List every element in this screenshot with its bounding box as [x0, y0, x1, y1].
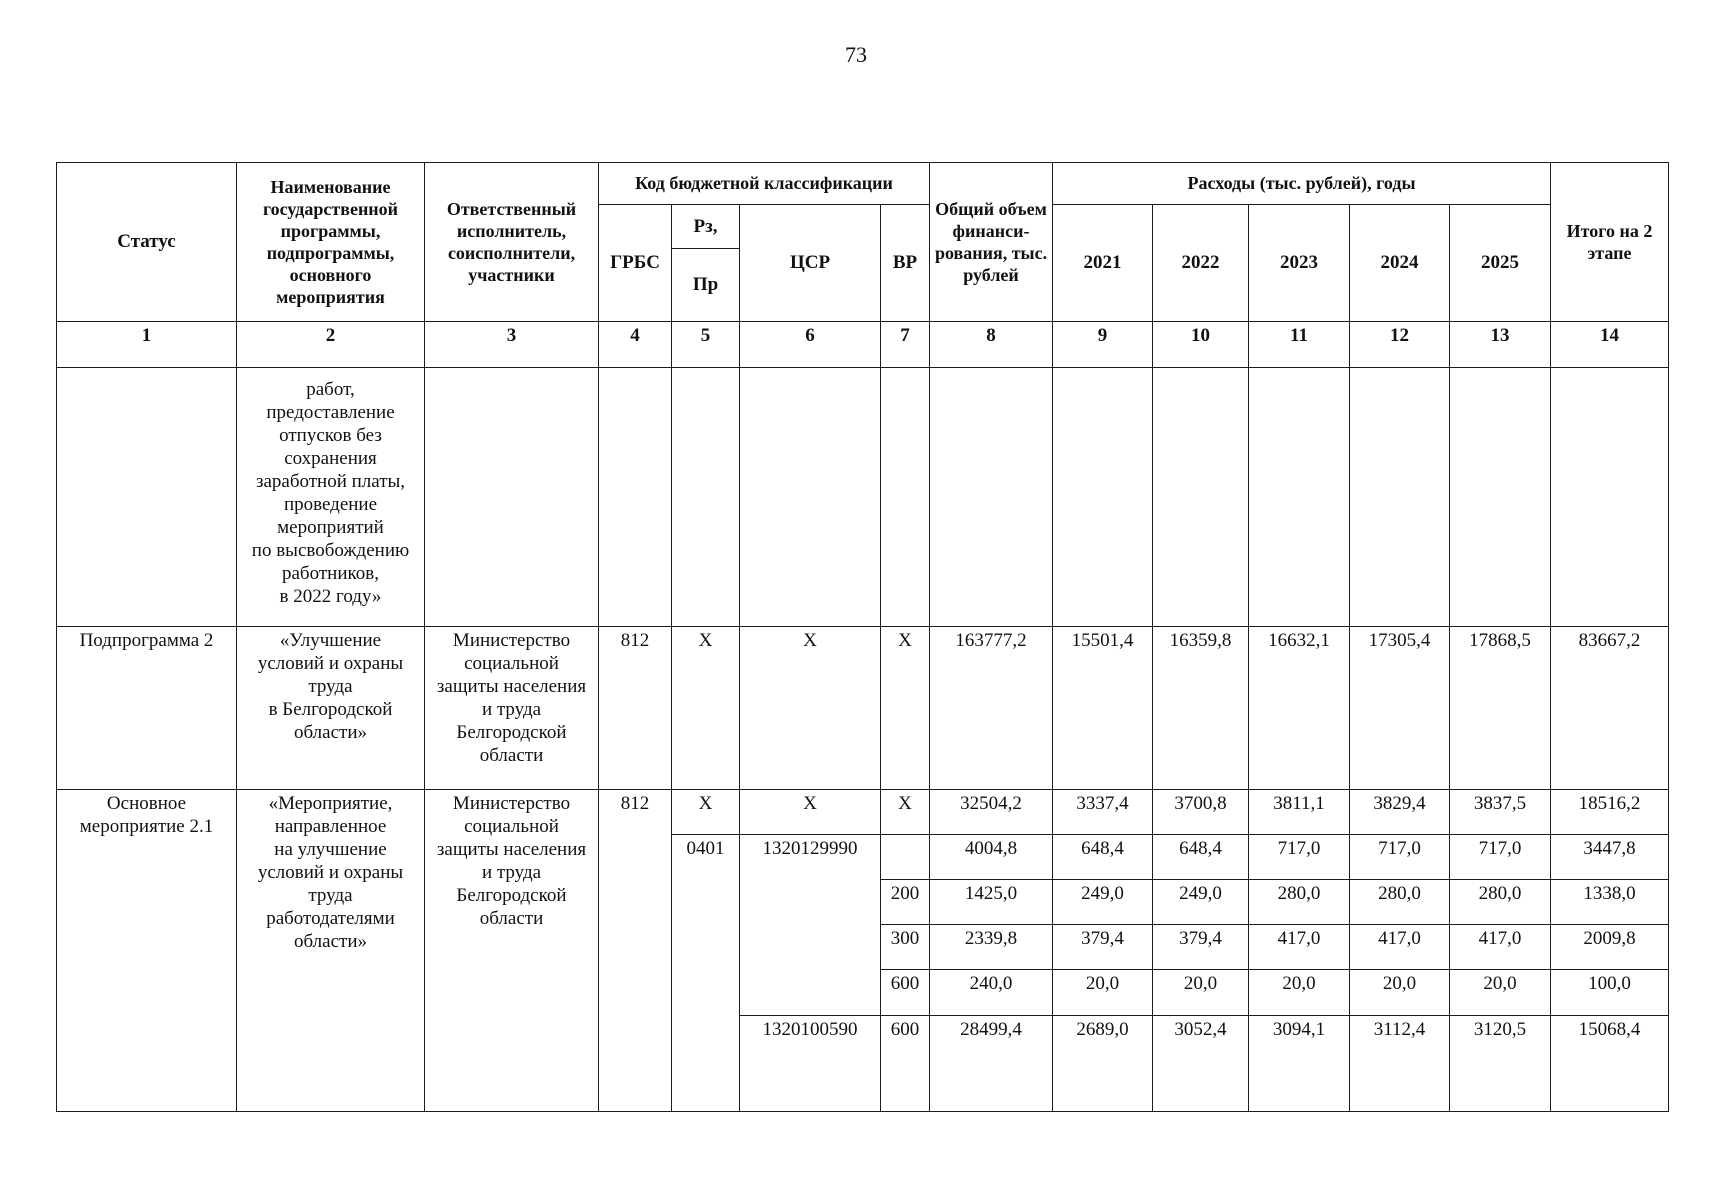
- main21-2021: 3337,4: [1053, 789, 1153, 834]
- main21-2022: 20,0: [1153, 970, 1249, 1015]
- header-2023: 2023: [1249, 205, 1350, 321]
- header-2024: 2024: [1350, 205, 1450, 321]
- column-number: 5: [672, 321, 740, 367]
- sub2-2024: 17305,4: [1350, 626, 1450, 789]
- main21-itogo: 1338,0: [1551, 879, 1669, 924]
- main21-vr: 300: [881, 925, 930, 970]
- main21-total: 4004,8: [930, 834, 1053, 879]
- main21-total: 240,0: [930, 970, 1053, 1015]
- main21-2021: 249,0: [1053, 879, 1153, 924]
- sub2-total: 163777,2: [930, 626, 1053, 789]
- main21-2021: 2689,0: [1053, 1015, 1153, 1111]
- main21-2024: 280,0: [1350, 879, 1450, 924]
- main21-csr: 1320129990: [740, 834, 881, 1015]
- column-number: 9: [1053, 321, 1153, 367]
- main21-2023: 20,0: [1249, 970, 1350, 1015]
- sub2-2025: 17868,5: [1450, 626, 1551, 789]
- main21-2025: 417,0: [1450, 925, 1551, 970]
- main21-2023: 3094,1: [1249, 1015, 1350, 1111]
- main21-vr: 600: [881, 970, 930, 1015]
- header-csr: ЦСР: [740, 205, 881, 321]
- cell-empty: [57, 367, 237, 626]
- main21-csr: X: [740, 789, 881, 834]
- column-number: 4: [599, 321, 672, 367]
- header-expenses: Расходы (тыс. рублей), годы: [1053, 163, 1551, 205]
- cell-empty: [1551, 367, 1669, 626]
- main21-2025: 280,0: [1450, 879, 1551, 924]
- column-number: 14: [1551, 321, 1669, 367]
- main21-vr: X: [881, 789, 930, 834]
- main21-itogo: 15068,4: [1551, 1015, 1669, 1111]
- column-number: 3: [425, 321, 599, 367]
- main21-2022: 249,0: [1153, 879, 1249, 924]
- cell-empty: [672, 367, 740, 626]
- main21-rzpr: 0401: [672, 834, 740, 1111]
- column-number: 8: [930, 321, 1053, 367]
- column-number: 7: [881, 321, 930, 367]
- main21-2023: 417,0: [1249, 925, 1350, 970]
- header-total: Общий объем финанси-рования, тыс. рублей: [930, 163, 1053, 322]
- column-number: 6: [740, 321, 881, 367]
- column-number: 10: [1153, 321, 1249, 367]
- header-2021: 2021: [1053, 205, 1153, 321]
- header-2022: 2022: [1153, 205, 1249, 321]
- sub2-rzpr: X: [672, 626, 740, 789]
- table-row: [57, 626, 1669, 789]
- main21-2024: 20,0: [1350, 970, 1450, 1015]
- header-status: Статус: [57, 163, 237, 322]
- cell-empty: [881, 367, 930, 626]
- main21-2022: 648,4: [1153, 834, 1249, 879]
- main21-itogo: 18516,2: [1551, 789, 1669, 834]
- column-number: 1: [57, 321, 237, 367]
- header-grbs: ГРБС: [599, 205, 672, 321]
- main21-2025: 3120,5: [1450, 1015, 1551, 1111]
- main21-responsible: Министерство социальной защиты населения и труда Белгородской области: [425, 789, 599, 1111]
- header-kbk: Код бюджетной классификации: [599, 163, 930, 205]
- cell-empty: [1249, 367, 1350, 626]
- main21-2025: 3837,5: [1450, 789, 1551, 834]
- main21-2021: 648,4: [1053, 834, 1153, 879]
- column-number: 2: [237, 321, 425, 367]
- main21-name: «Мероприятие, направленное на улучшение условий и охраны труда работодателями области»: [237, 789, 425, 1111]
- main21-grbs: 812: [599, 789, 672, 1111]
- page-number: 73: [845, 42, 867, 67]
- header-responsible: Ответственный исполнитель, соисполнители, участники: [425, 163, 599, 322]
- main21-status: Основное мероприятие 2.1: [57, 789, 237, 1111]
- sub2-status: Подпрограмма 2: [57, 626, 237, 789]
- cell-empty: [1350, 367, 1450, 626]
- main21-2023: 717,0: [1249, 834, 1350, 879]
- main21-2021: 20,0: [1053, 970, 1153, 1015]
- header-vr: ВР: [881, 205, 930, 321]
- header-name: Наименование государственной программы, подпрограммы, основного мероприятия: [237, 163, 425, 322]
- main21-itogo: 100,0: [1551, 970, 1669, 1015]
- main21-2024: 417,0: [1350, 925, 1450, 970]
- header-2025: 2025: [1450, 205, 1551, 321]
- main21-total: 32504,2: [930, 789, 1053, 834]
- cell-empty: [1053, 367, 1153, 626]
- cell-empty: [1153, 367, 1249, 626]
- main21-vr: [881, 834, 930, 879]
- main21-2025: 717,0: [1450, 834, 1551, 879]
- sub2-itogo: 83667,2: [1551, 626, 1669, 789]
- main21-csr: 1320100590: [740, 1015, 881, 1111]
- sub2-vr: X: [881, 626, 930, 789]
- main21-2024: 3112,4: [1350, 1015, 1450, 1111]
- cell-empty: [425, 367, 599, 626]
- cell-empty: [740, 367, 881, 626]
- header-itogo: Итого на 2 этапе: [1551, 163, 1669, 322]
- column-number-row: [57, 321, 1669, 367]
- main21-2023: 3811,1: [1249, 789, 1350, 834]
- main21-vr: 200: [881, 879, 930, 924]
- main21-itogo: 3447,8: [1551, 834, 1669, 879]
- main21-total: 28499,4: [930, 1015, 1053, 1111]
- main21-vr: 600: [881, 1015, 930, 1111]
- main21-2022: 3052,4: [1153, 1015, 1249, 1111]
- cell-empty: [930, 367, 1053, 626]
- sub2-2023: 16632,1: [1249, 626, 1350, 789]
- column-number: 11: [1249, 321, 1350, 367]
- header-rz: Рз,: [672, 205, 740, 249]
- main21-total: 2339,8: [930, 925, 1053, 970]
- main21-2022: 3700,8: [1153, 789, 1249, 834]
- main21-2021: 379,4: [1053, 925, 1153, 970]
- sub2-grbs: 812: [599, 626, 672, 789]
- sub2-2022: 16359,8: [1153, 626, 1249, 789]
- main21-total: 1425,0: [930, 879, 1053, 924]
- cell-empty: [1450, 367, 1551, 626]
- budget-table: [56, 162, 1669, 1112]
- main21-2022: 379,4: [1153, 925, 1249, 970]
- cell-empty: [599, 367, 672, 626]
- table-row: [57, 789, 1669, 834]
- main21-2023: 280,0: [1249, 879, 1350, 924]
- header-pr: Пр: [672, 249, 740, 321]
- main21-itogo: 2009,8: [1551, 925, 1669, 970]
- main21-rzpr: X: [672, 789, 740, 834]
- sub2-name: «Улучшение условий и охраны труда в Белгородской области»: [237, 626, 425, 789]
- sub2-responsible: Министерство социальной защиты населения и труда Белгородской области: [425, 626, 599, 789]
- column-number: 12: [1350, 321, 1450, 367]
- sub2-csr: X: [740, 626, 881, 789]
- table-row: [57, 367, 1669, 626]
- main21-2025: 20,0: [1450, 970, 1551, 1015]
- column-number: 13: [1450, 321, 1551, 367]
- main21-2024: 3829,4: [1350, 789, 1450, 834]
- continuation-name: работ, предоставление отпусков без сохранения заработной платы, проведение мероприятий по высвобождению работников, в 2022 году»: [237, 367, 425, 626]
- main21-2024: 717,0: [1350, 834, 1450, 879]
- sub2-2021: 15501,4: [1053, 626, 1153, 789]
